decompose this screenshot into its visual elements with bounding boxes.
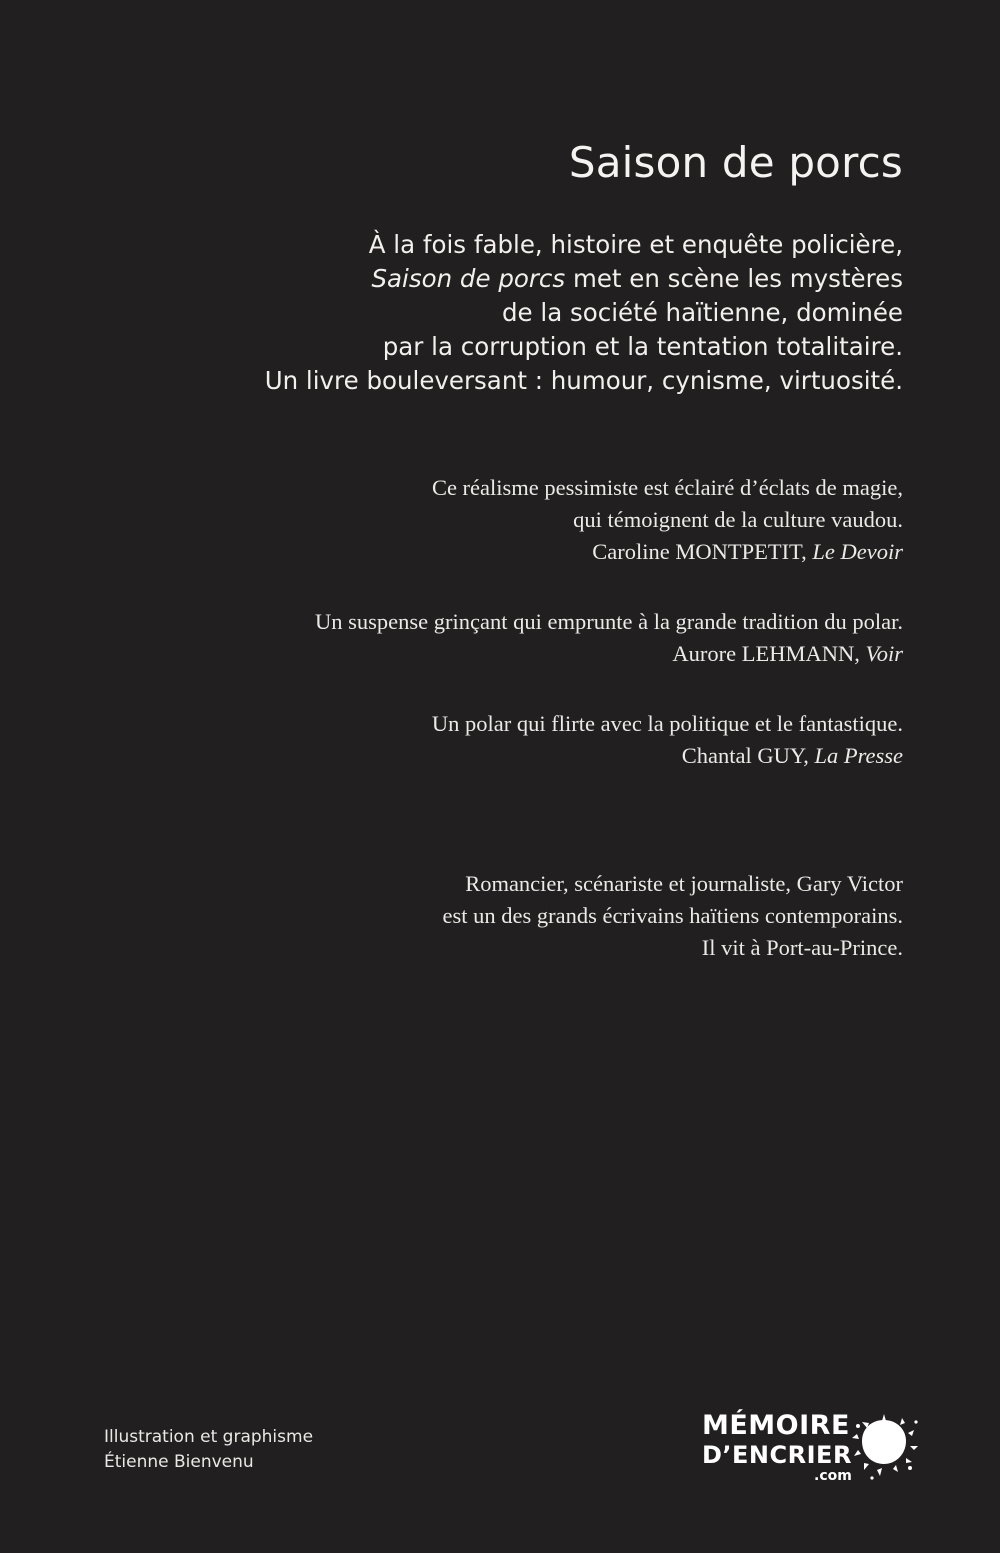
press-quote bbox=[0, 708, 903, 772]
blurb-line-5: Un livre bouleversant : humour, cynisme, virtuosité. bbox=[264, 366, 903, 396]
blurb-line-4: par la corruption et la tentation totalitaire. bbox=[382, 332, 903, 362]
quote-media: La Presse bbox=[814, 742, 903, 768]
blurb-title-italic: Saison de porcs bbox=[371, 264, 566, 294]
bio-line-3: Il vit à Port-au-Prince. bbox=[701, 934, 903, 960]
ink-blot-icon bbox=[844, 1406, 924, 1486]
publisher-logo bbox=[702, 1406, 922, 1506]
press-quote bbox=[0, 606, 903, 670]
blurb-line-2 bbox=[0, 262, 903, 296]
quote-source bbox=[0, 638, 903, 670]
quote-media: Voir bbox=[865, 640, 903, 666]
press-quotes bbox=[0, 472, 903, 772]
quote-author: Chantal GUY, bbox=[681, 742, 815, 768]
credits-line-1: Illustration et graphisme bbox=[104, 1427, 314, 1447]
quote-source bbox=[0, 536, 903, 568]
credits-line-2: Étienne Bienvenu bbox=[104, 1451, 254, 1472]
publisher-name-line-2: D’ENCRIER bbox=[702, 1441, 852, 1469]
quote-source bbox=[0, 740, 903, 772]
bio-line-1: Romancier, scénariste et journaliste, Gary Victor bbox=[465, 871, 903, 896]
blurb-line-3: de la société haïtienne, dominée bbox=[501, 298, 903, 328]
publisher-name-line-1: MÉMOIRE bbox=[702, 1410, 850, 1441]
author-bio bbox=[0, 868, 903, 964]
publisher-name bbox=[702, 1412, 850, 1467]
blurb-line-1: À la fois fable, histoire et enquête policière, bbox=[368, 230, 903, 259]
quote-author: Caroline MONTPETIT, bbox=[592, 538, 813, 564]
quote-text-line-1: Un suspense grinçant qui emprunte à la grande tradition du polar. bbox=[315, 608, 903, 634]
press-quote bbox=[0, 472, 903, 568]
bio-line-2: est un des grands écrivains haïtiens contemporains. bbox=[442, 902, 903, 928]
quote-media: Le Devoir bbox=[812, 538, 903, 564]
book-title: Saison de porcs bbox=[568, 138, 903, 187]
quote-text-line-2: qui témoignent de la culture vaudou. bbox=[573, 506, 903, 532]
publisher-dotcom: .com bbox=[814, 1468, 852, 1484]
quote-text-line-1: Ce réalisme pessimiste est éclairé d’éclats de magie, bbox=[431, 475, 903, 500]
book-blurb bbox=[0, 228, 903, 398]
quote-author: Aurore LEHMANN, bbox=[672, 640, 866, 666]
quote-text-line-1: Un polar qui flirte avec la politique et le fantastique. bbox=[431, 710, 903, 736]
illustration-credits bbox=[104, 1425, 313, 1474]
blurb-line-2-rest: met en scène les mystères bbox=[565, 264, 903, 294]
